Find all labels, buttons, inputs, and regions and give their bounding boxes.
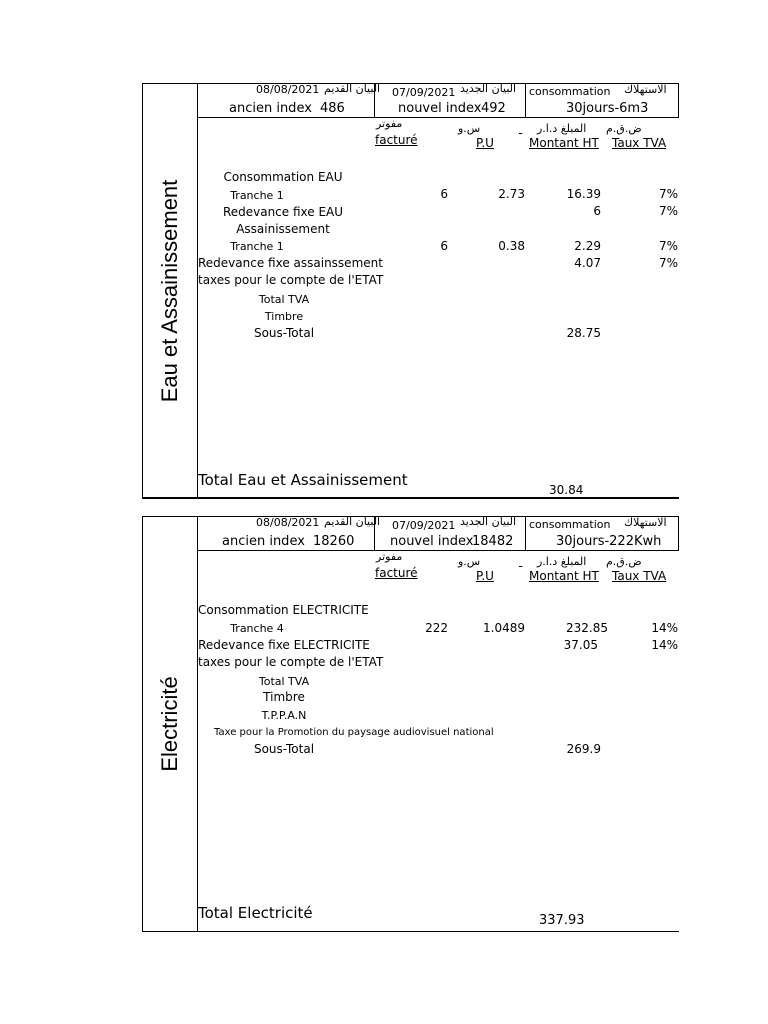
row-label: Total TVA: [258, 675, 310, 688]
water-hdr-pu: P.U: [476, 136, 494, 150]
row-montant: 16.39: [566, 187, 601, 201]
row-qty: 222: [425, 621, 448, 635]
water-top-border: [142, 83, 198, 84]
elec-index-div2: [525, 516, 526, 551]
row-montant: 37.05: [563, 638, 598, 652]
row-montant: 4.07: [574, 256, 601, 270]
row-label: Assainissement: [236, 222, 330, 236]
water-section-title: Eau et Assainissement: [157, 179, 182, 403]
row-label: Timbre: [264, 310, 304, 323]
elec-total-value: 337.93: [539, 913, 585, 928]
water-hdr-taux-ar: ض.ق.م: [606, 122, 642, 135]
elec-old-date: 08/08/2021: [256, 516, 320, 529]
elec-hdr-facture: facturé: [375, 566, 418, 580]
elec-new-index-value: 18482: [472, 534, 514, 549]
elec-hdr-montant: Montant HT: [529, 569, 599, 583]
elec-index-bottom: [197, 550, 679, 551]
water-total-value: 30.84: [549, 483, 584, 497]
row-label: Total TVA: [258, 293, 310, 306]
row-label: Tranche 4: [230, 622, 284, 635]
water-hdr-dot: ـ: [519, 124, 523, 137]
row-label: Timbre: [263, 690, 305, 704]
water-old-index-value: 486: [320, 101, 345, 116]
row-label: Redevance fixe EAU: [222, 205, 344, 219]
water-new-index-label: nouvel index: [398, 101, 482, 116]
water-hdr-pu-ar: س.و: [458, 122, 481, 135]
elec-hdr-facture-ar: مفوتر: [376, 550, 403, 563]
elec-old-label-ar: البيان القديم: [324, 515, 381, 528]
row-pu: 2.73: [498, 187, 525, 201]
water-index-bottom: [197, 117, 679, 118]
water-old-date: 08/08/2021: [256, 83, 320, 96]
row-label: T.P.P.A.N: [261, 709, 307, 722]
row-label: Redevance fixe assainssement: [198, 256, 383, 270]
elec-conso-value: 30jours-222Kwh: [556, 534, 662, 549]
elec-old-index-value: 18260: [313, 534, 355, 549]
water-hdr-montant-ar: المبلغ د.ا.ر: [537, 122, 587, 135]
water-old-index-label: ancien index: [229, 101, 312, 116]
row-label: Consommation ELECTRICITE: [198, 603, 369, 617]
water-new-label-ar: البيان الجديد: [460, 82, 517, 95]
elec-total-label: Total Electricité: [198, 904, 313, 922]
elec-hdr-taux: Taux TVA: [612, 569, 667, 583]
elec-index-right: [678, 516, 679, 551]
water-hdr-facture: facturé: [375, 133, 418, 147]
row-label: taxes pour le compte de l'ETAT: [198, 273, 384, 287]
row-label: Sous-Total: [253, 326, 315, 340]
row-taux: 7%: [658, 239, 678, 253]
water-bottom-border: [142, 497, 679, 499]
elec-new-index-label: nouvel index: [390, 534, 474, 549]
row-qty: 6: [440, 239, 448, 253]
row-pu: 0.38: [498, 239, 525, 253]
water-index-right: [678, 83, 679, 118]
elec-new-label-ar: البيان الجديد: [460, 515, 517, 528]
elec-new-date: 07/09/2021: [392, 519, 456, 532]
elec-old-index-label: ancien index: [222, 534, 305, 549]
water-conso-label: consommation: [529, 85, 611, 98]
row-montant: 2.29: [574, 239, 601, 253]
elec-title-divider: [197, 516, 198, 932]
water-conso-label-ar: الاستهلاك: [624, 83, 667, 96]
elec-left-border: [142, 516, 143, 932]
water-hdr-facture-ar: مفوتر: [376, 117, 403, 130]
row-label: Taxe pour la Promotion du paysage audiovisuel national: [214, 727, 494, 738]
row-label: Redevance fixe ELECTRICITE: [198, 638, 370, 652]
water-hdr-montant: Montant HT: [529, 136, 599, 150]
water-conso-value: 30jours-6m3: [566, 101, 649, 116]
elec-hdr-taux-ar: ض.ق.م: [606, 555, 642, 568]
row-taux: 14%: [651, 621, 678, 635]
elec-top-border: [142, 516, 198, 517]
row-montant: 6: [593, 204, 601, 218]
row-label: Tranche 1: [230, 189, 284, 202]
row-label: Consommation EAU: [223, 170, 343, 184]
water-left-border: [142, 83, 143, 499]
row-taux: 7%: [658, 204, 678, 218]
elec-hdr-montant-ar: المبلغ د.ا.ر: [537, 555, 587, 568]
row-montant: 269.9: [566, 742, 601, 756]
row-pu: 1.0489: [483, 621, 525, 635]
water-new-index-value: 492: [481, 101, 506, 116]
elec-bottom-border: [142, 931, 679, 932]
elec-section-title: Electricité: [157, 676, 182, 772]
elec-conso-label: consommation: [529, 518, 611, 531]
water-title-divider: [197, 83, 198, 499]
water-index-div2: [525, 83, 526, 118]
elec-hdr-pu: P.U: [476, 569, 494, 583]
row-montant: 232.85: [566, 621, 608, 635]
row-label: Sous-Total: [253, 742, 315, 756]
row-taux: 14%: [651, 638, 678, 652]
elec-hdr-dot: ـ: [519, 557, 523, 570]
row-label: Tranche 1: [230, 240, 284, 253]
row-taux: 7%: [658, 256, 678, 270]
elec-conso-label-ar: الاستهلاك: [624, 516, 667, 529]
row-qty: 6: [440, 187, 448, 201]
water-old-label-ar: البيان القديم: [324, 82, 381, 95]
water-new-date: 07/09/2021: [392, 86, 456, 99]
water-hdr-taux: Taux TVA: [612, 136, 667, 150]
row-label: taxes pour le compte de l'ETAT: [198, 655, 384, 669]
elec-hdr-pu-ar: س.و: [458, 555, 481, 568]
row-taux: 7%: [658, 187, 678, 201]
water-total-label: Total Eau et Assainissement: [198, 471, 408, 489]
row-montant: 28.75: [566, 326, 601, 340]
